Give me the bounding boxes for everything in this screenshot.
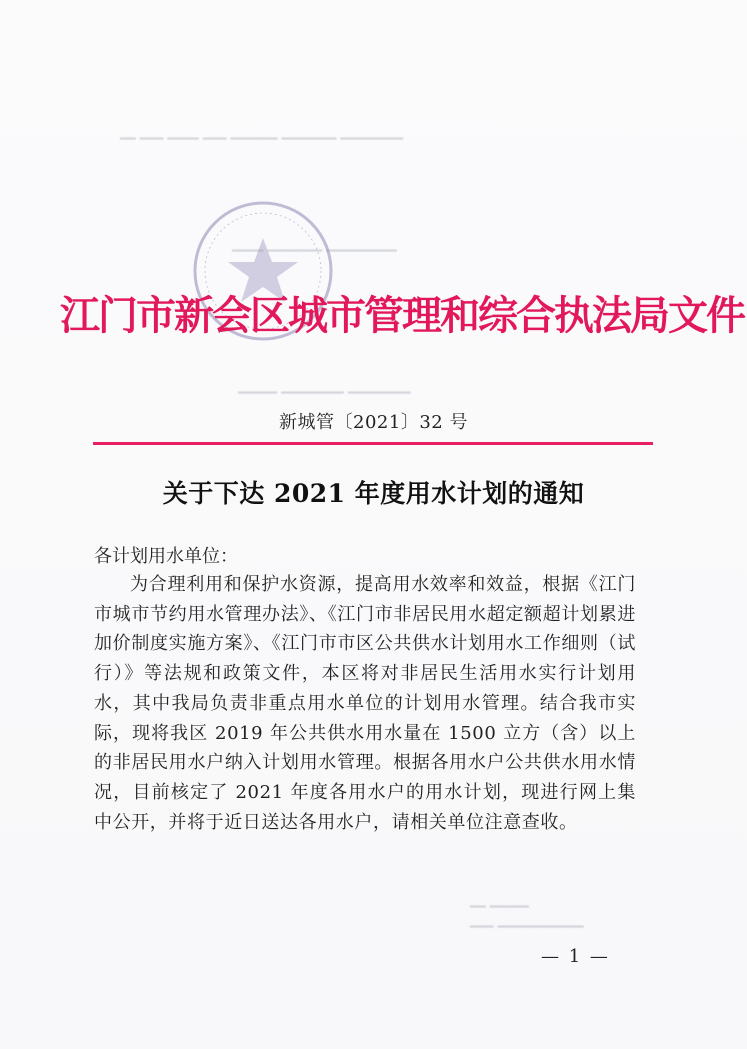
page-number: — 1 — [541,946,610,967]
bleed-through-text: ━━━━ ━━━━━━━ ━━━━━━━━━ [232,244,397,259]
document-number: 新城管〔2021〕32 号 [279,412,468,433]
issuer-header-title: 江门市新会区城市管理和综合执法局文件 [60,292,744,339]
notice-title: 关于下达 2021 年度用水计划的通知 [162,479,585,508]
red-divider-line [93,442,653,445]
bleed-through-text: ━━━━━ ━━━━━━━━ ━━━━━━━━ [238,386,411,401]
salutation: 各计划用水单位： [94,546,238,567]
bleed-through-text: ━━ ━━━━━ [470,900,529,915]
bleed-through-text: ━━ ━━━ ━━━━ ━━━ ━━━━━━ ━━━━━━━ ━━━━━━━━ [120,132,404,147]
bleed-through-text: ━━━ ━━━━━━━━━━━ [470,920,584,935]
body-paragraph: 为合理利用和保护水资源，提高用水效率和效益，根据《江门市城市节约用水管理办法》、《江门市非居民用水超定额超计划累进加价制度实施方案》、《江门市市区公共供水计划用水工作细则（试行）》等法规和政策文件，本区将对非居民生活用水实行计划用水，其中我局负责非重点用水单位的计划用水管理。结合我市实际，现将我区 2019 年公共供水用水量在 1500 立方（含）以上的非居民用水户纳入计划用水管理。根据各用水户公共供水用水情况，目前核定了 2021 年度各用水户的用水计划，现进行网上集中公开，并将于近日送达各用水户，请相关单位注意查收。 [94,574,636,833]
